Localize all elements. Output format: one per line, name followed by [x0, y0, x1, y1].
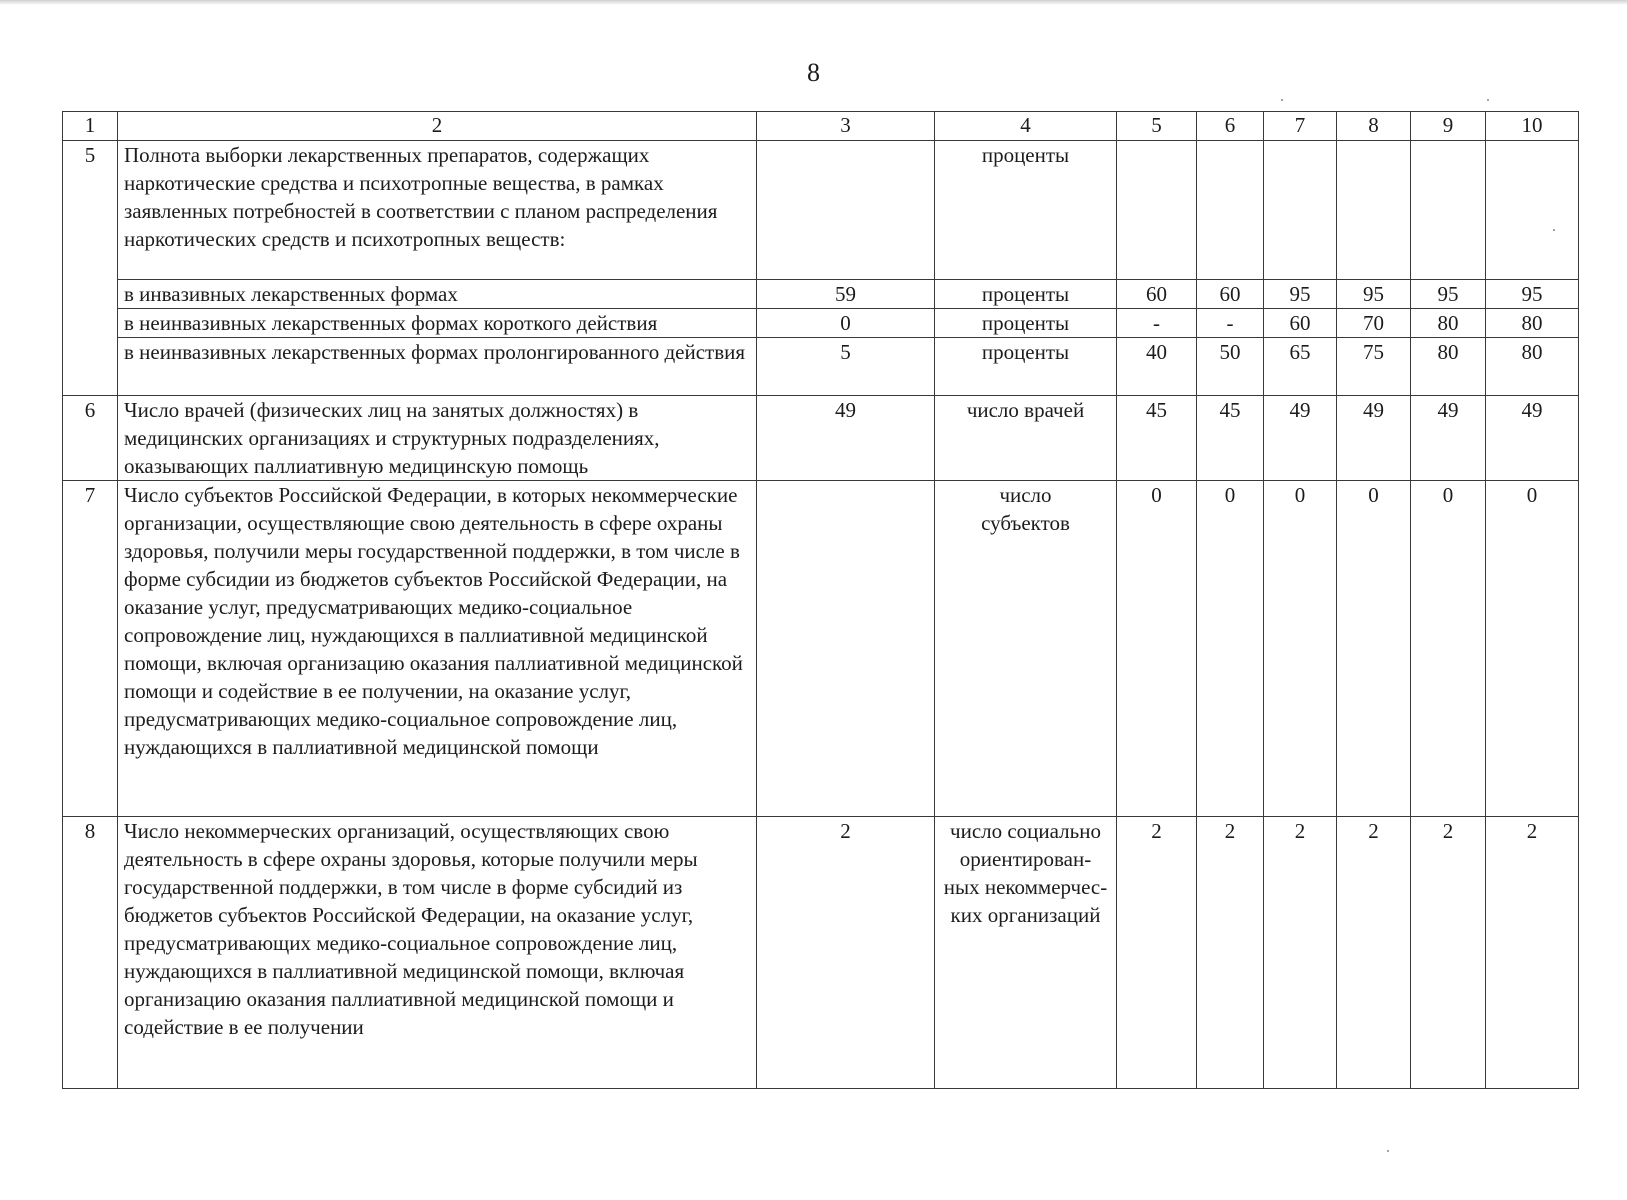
- value-5: 2: [1117, 817, 1197, 1089]
- base-value: 2: [757, 817, 935, 1089]
- value-6: 45: [1197, 396, 1264, 481]
- scan-speck: [1281, 99, 1283, 101]
- value-10: 2: [1486, 817, 1579, 1089]
- header-cell: 1: [63, 112, 118, 141]
- base-value: [757, 481, 935, 817]
- value-8: 0: [1337, 481, 1411, 817]
- value-5: 60: [1117, 280, 1197, 309]
- value-10: 80: [1486, 309, 1579, 338]
- table-row: [63, 141, 1579, 280]
- table-row: [63, 280, 1579, 309]
- page-number: 8: [807, 58, 820, 87]
- value-7: 95: [1264, 280, 1337, 309]
- value-6: 60: [1197, 280, 1264, 309]
- header-cell: 9: [1411, 112, 1486, 141]
- table-row: [63, 817, 1579, 1089]
- indicator-text: в неинвазивных лекарственных формах пролонгированного действия: [118, 338, 757, 396]
- unit: число социально ориентирован-ных некоммерчес-ких организаций: [935, 817, 1117, 1089]
- value-6: -: [1197, 309, 1264, 338]
- value-9: 80: [1411, 338, 1486, 396]
- base-value: [757, 141, 935, 280]
- base-value: 5: [757, 338, 935, 396]
- unit: проценты: [935, 338, 1117, 396]
- header-cell: 3: [757, 112, 935, 141]
- header-cell: 4: [935, 112, 1117, 141]
- value-7: 60: [1264, 309, 1337, 338]
- indicator-text: Число некоммерческих организаций, осуществляющих свою деятельность в сфере охраны здоровья, которые получили меры государственной поддержки, в том числе в форме субсидий из бюджетов субъектов Российской Федерации, на оказание услуг, предусматривающих медико-социальное сопровождение лиц, нуждающихся в паллиативной медицинской помощи, включая организацию оказания паллиативной медицинской помощи и содействие в ее получении: [118, 817, 757, 1089]
- value-5: [1117, 141, 1197, 280]
- table-row: [63, 309, 1579, 338]
- table-row: [63, 481, 1579, 817]
- indicator-text: Число субъектов Российской Федерации, в которых некоммерческие организации, осуществляющие свою деятельность в сфере охраны здоровья, получили меры государственной поддержки, в том числе в форме субсидии из бюджетов субъектов Российской Федерации, на оказание услуг, предусматривающих медико-социальное сопровождение лиц, нуждающихся в паллиативной медицинской помощи, включая организацию оказания паллиативной медицинской помощи и содействие в ее получении, на оказание услуг, предусматривающих медико-социальное сопровождение лиц, нуждающихся в паллиативной медицинской помощи: [118, 481, 757, 817]
- row-number: 5: [63, 141, 118, 396]
- value-8: 75: [1337, 338, 1411, 396]
- base-value: 0: [757, 309, 935, 338]
- value-9: 2: [1411, 817, 1486, 1089]
- scan-speck: [1553, 229, 1555, 231]
- header-cell: 7: [1264, 112, 1337, 141]
- value-7: [1264, 141, 1337, 280]
- value-8: 95: [1337, 280, 1411, 309]
- scan-speck: [1487, 99, 1489, 101]
- row-number: 7: [63, 481, 118, 817]
- unit: проценты: [935, 280, 1117, 309]
- base-value: 59: [757, 280, 935, 309]
- header-cell: 2: [118, 112, 757, 141]
- base-value: 49: [757, 396, 935, 481]
- unit: число субъектов: [935, 481, 1117, 817]
- value-6: 2: [1197, 817, 1264, 1089]
- unit: число врачей: [935, 396, 1117, 481]
- header-cell: 6: [1197, 112, 1264, 141]
- value-9: 0: [1411, 481, 1486, 817]
- value-5: 40: [1117, 338, 1197, 396]
- value-8: [1337, 141, 1411, 280]
- value-7: 0: [1264, 481, 1337, 817]
- value-7: 49: [1264, 396, 1337, 481]
- value-10: 80: [1486, 338, 1579, 396]
- value-9: [1411, 141, 1486, 280]
- unit: проценты: [935, 309, 1117, 338]
- header-cell: 10: [1486, 112, 1579, 141]
- value-7: 65: [1264, 338, 1337, 396]
- row-number: 8: [63, 817, 118, 1089]
- indicators-table: [62, 111, 1579, 1089]
- indicator-text: в инвазивных лекарственных формах: [118, 280, 757, 309]
- value-6: 50: [1197, 338, 1264, 396]
- value-8: 2: [1337, 817, 1411, 1089]
- indicator-text: Полнота выборки лекарственных препаратов, содержащих наркотические средства и психотропные вещества, в рамках заявленных потребностей в соответствии с планом распределения наркотических средств и психотропных веществ:: [118, 141, 757, 280]
- indicator-text: Число врачей (физических лиц на занятых должностях) в медицинских организациях и структурных подразделениях, оказывающих паллиативную медицинскую помощь: [118, 396, 757, 481]
- value-8: 49: [1337, 396, 1411, 481]
- value-9: 95: [1411, 280, 1486, 309]
- table-row: [63, 338, 1579, 396]
- header-cell: 5: [1117, 112, 1197, 141]
- scan-speck: [1387, 1150, 1389, 1152]
- value-7: 2: [1264, 817, 1337, 1089]
- value-5: -: [1117, 309, 1197, 338]
- value-10: 95: [1486, 280, 1579, 309]
- value-10: 49: [1486, 396, 1579, 481]
- value-5: 45: [1117, 396, 1197, 481]
- indicator-text: в неинвазивных лекарственных формах короткого действия: [118, 309, 757, 338]
- value-5: 0: [1117, 481, 1197, 817]
- scan-edge: [0, 0, 1627, 5]
- value-8: 70: [1337, 309, 1411, 338]
- value-10: [1486, 141, 1579, 280]
- header-row: [63, 112, 1579, 141]
- value-6: [1197, 141, 1264, 280]
- unit: проценты: [935, 141, 1117, 280]
- table-row: [63, 396, 1579, 481]
- value-9: 80: [1411, 309, 1486, 338]
- header-cell: 8: [1337, 112, 1411, 141]
- value-10: 0: [1486, 481, 1579, 817]
- value-9: 49: [1411, 396, 1486, 481]
- value-6: 0: [1197, 481, 1264, 817]
- row-number: 6: [63, 396, 118, 481]
